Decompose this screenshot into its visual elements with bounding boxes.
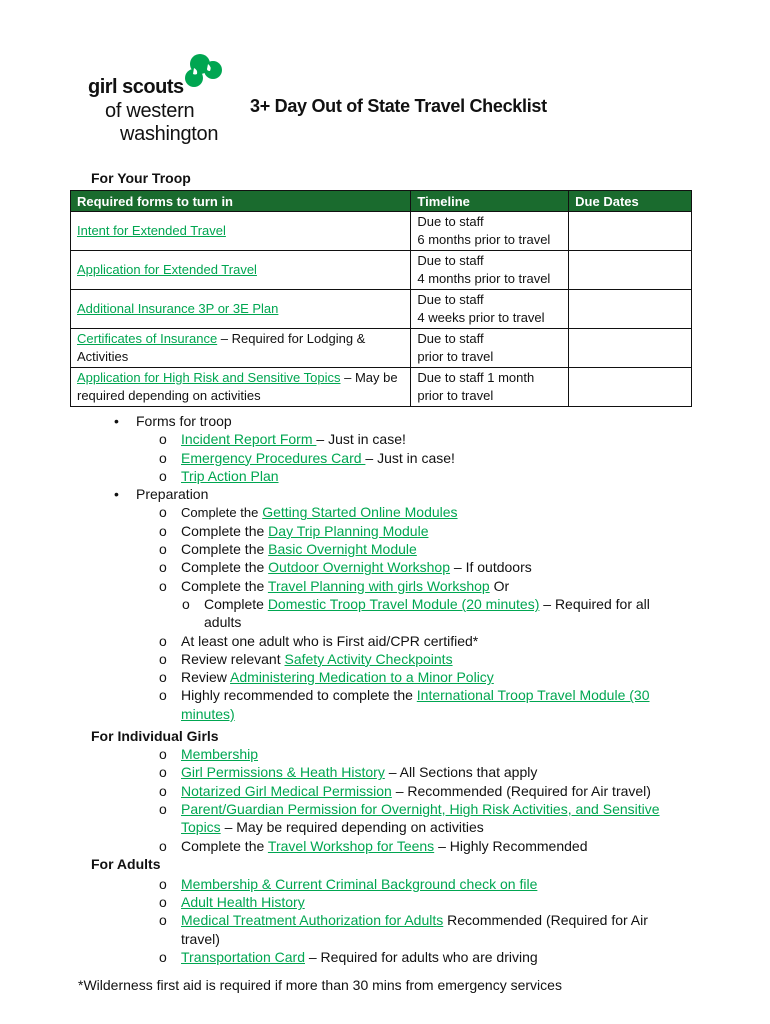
checklist bbox=[0, 412, 770, 966]
bullet-icon: • bbox=[114, 413, 119, 429]
list-item bbox=[0, 948, 770, 966]
list-item bbox=[0, 595, 770, 613]
due-date-cell[interactable] bbox=[569, 329, 692, 368]
list-item bbox=[0, 522, 770, 540]
list-item-continued bbox=[0, 705, 770, 723]
girl-membership-link[interactable]: Membership bbox=[181, 746, 259, 763]
circle-bullet-icon: o bbox=[182, 595, 190, 612]
list-item bbox=[0, 540, 770, 558]
circle-bullet-icon: o bbox=[159, 669, 167, 686]
item-text: Complete bbox=[204, 595, 264, 612]
application-extended-travel-link[interactable]: Application for Extended Travel bbox=[77, 262, 257, 277]
circle-bullet-icon: o bbox=[159, 912, 167, 929]
table-row bbox=[71, 251, 692, 290]
list-item bbox=[0, 837, 770, 855]
list-item bbox=[0, 503, 770, 521]
table-header-row bbox=[71, 191, 692, 212]
item-text: Complete the bbox=[181, 559, 265, 576]
domestic-troop-travel-link[interactable]: Domestic Troop Travel Module (20 minutes) bbox=[267, 595, 540, 612]
parent-permission-link[interactable]: Parent/Guardian Permission for Overnight, High Risk Activities, and Sensitive bbox=[181, 800, 660, 817]
circle-bullet-icon: o bbox=[159, 632, 167, 649]
international-travel-link[interactable]: minutes) bbox=[181, 705, 235, 722]
girl-permissions-link[interactable]: Girl Permissions & Heath History bbox=[181, 764, 385, 781]
list-item bbox=[0, 412, 770, 430]
due-date-cell[interactable] bbox=[569, 290, 692, 329]
getting-started-link[interactable]: Getting Started Online Modules bbox=[262, 504, 458, 521]
adult-health-link[interactable]: Adult Health History bbox=[181, 894, 305, 911]
trip-action-plan-link[interactable]: Trip Action Plan bbox=[181, 467, 279, 484]
list-item bbox=[0, 430, 770, 448]
header-required-forms: Required forms to turn in bbox=[71, 191, 411, 212]
list-item bbox=[0, 911, 770, 929]
list-item bbox=[0, 800, 770, 818]
header-due-dates: Due Dates bbox=[569, 191, 692, 212]
parent-permission-link[interactable]: Topics bbox=[181, 819, 221, 836]
form-note: required depending on activities bbox=[77, 388, 261, 403]
transportation-card-link[interactable]: Transportation Card bbox=[181, 949, 305, 966]
list-item bbox=[0, 650, 770, 668]
list-item bbox=[0, 577, 770, 595]
form-cell bbox=[71, 212, 411, 251]
timeline-cell bbox=[411, 368, 569, 407]
timeline-line: 4 weeks prior to travel bbox=[417, 310, 545, 325]
form-note: Activities bbox=[77, 349, 129, 364]
logo-text-of-western: of western bbox=[105, 100, 195, 122]
forms-for-troop-label: Forms for troop bbox=[136, 413, 232, 429]
safety-checkpoints-link[interactable]: Safety Activity Checkpoints bbox=[284, 650, 453, 667]
circle-bullet-icon: o bbox=[159, 800, 167, 817]
item-note: – Just in case! bbox=[316, 431, 406, 448]
adult-membership-link[interactable]: Membership & Current Criminal Background check on file bbox=[181, 875, 538, 892]
page-title: 3+ Day Out of State Travel Checklist bbox=[250, 96, 547, 116]
emergency-procedures-link[interactable]: Emergency Procedures Card bbox=[181, 449, 366, 466]
circle-bullet-icon: o bbox=[159, 577, 167, 594]
preparation-label: Preparation bbox=[136, 486, 209, 503]
section-header-row bbox=[0, 723, 770, 745]
international-travel-link[interactable]: International Troop Travel Module (30 bbox=[416, 687, 650, 704]
circle-bullet-icon: o bbox=[159, 764, 167, 781]
circle-bullet-icon: o bbox=[159, 559, 167, 576]
timeline-cell bbox=[411, 251, 569, 290]
circle-bullet-icon: o bbox=[159, 467, 167, 484]
medication-policy-link[interactable]: Administering Medication to a Minor Policy bbox=[230, 669, 494, 686]
item-note: – Required for all bbox=[539, 595, 650, 612]
list-item bbox=[0, 763, 770, 781]
list-item bbox=[0, 745, 770, 763]
timeline-line: 6 months prior to travel bbox=[417, 232, 551, 247]
circle-bullet-icon: o bbox=[159, 782, 167, 799]
form-cell bbox=[71, 251, 411, 290]
list-item bbox=[0, 632, 770, 650]
trefoil-profiles-icon bbox=[180, 52, 226, 92]
list-item-continued bbox=[0, 818, 770, 836]
item-text: At least one adult who is First aid/CPR certified* bbox=[181, 632, 479, 649]
list-item bbox=[0, 485, 770, 503]
item-text: Complete the bbox=[181, 837, 265, 854]
medical-authorization-link[interactable]: Medical Treatment Authorization for Adults bbox=[181, 912, 444, 929]
circle-bullet-icon: o bbox=[159, 449, 167, 466]
outdoor-overnight-link[interactable]: Outdoor Overnight Workshop bbox=[268, 559, 451, 576]
circle-bullet-icon: o bbox=[159, 894, 167, 911]
item-note: – Highly Recommended bbox=[434, 837, 588, 854]
table-row bbox=[71, 212, 692, 251]
girl-scouts-logo bbox=[88, 52, 238, 152]
item-note: – If outdoors bbox=[450, 559, 532, 576]
timeline-line: Due to staff 1 month bbox=[417, 370, 535, 385]
item-note: – Recommended (Required for Air travel) bbox=[391, 782, 651, 799]
item-text: Complete the bbox=[181, 522, 265, 539]
timeline-cell bbox=[411, 329, 569, 368]
circle-bullet-icon: o bbox=[159, 746, 167, 763]
timeline-cell bbox=[411, 290, 569, 329]
timeline-line: Due to staff bbox=[417, 253, 484, 268]
circle-bullet-icon: o bbox=[159, 875, 167, 892]
notarized-medical-link[interactable]: Notarized Girl Medical Permission bbox=[181, 782, 392, 799]
travel-planning-link[interactable]: Travel Planning with girls Workshop bbox=[267, 577, 490, 594]
list-item bbox=[0, 467, 770, 485]
timeline-cell bbox=[411, 212, 569, 251]
certificates-insurance-link[interactable]: Certificates of Insurance bbox=[77, 331, 218, 346]
logo-text-girl-scouts: girl scouts bbox=[88, 76, 184, 98]
timeline-line: prior to travel bbox=[417, 388, 494, 403]
required-forms-table bbox=[70, 190, 692, 407]
list-item bbox=[0, 875, 770, 893]
circle-bullet-icon: o bbox=[159, 541, 167, 558]
form-note: – May be bbox=[340, 370, 398, 385]
list-item bbox=[0, 449, 770, 467]
list-item bbox=[0, 893, 770, 911]
form-cell bbox=[71, 290, 411, 329]
timeline-line: Due to staff bbox=[417, 292, 484, 307]
intent-extended-travel-link[interactable]: Intent for Extended Travel bbox=[77, 223, 226, 238]
item-text: Complete the bbox=[181, 541, 265, 558]
item-note: – May be required depending on activities bbox=[220, 819, 484, 836]
day-trip-planning-link[interactable]: Day Trip Planning Module bbox=[268, 522, 429, 539]
basic-overnight-link[interactable]: Basic Overnight Module bbox=[268, 541, 417, 558]
circle-bullet-icon: o bbox=[159, 504, 167, 521]
timeline-line: Due to staff bbox=[417, 331, 484, 346]
form-cell bbox=[71, 368, 411, 407]
item-note: – All Sections that apply bbox=[384, 764, 538, 781]
due-date-cell[interactable] bbox=[569, 212, 692, 251]
item-note: Or bbox=[489, 577, 510, 594]
item-text: Review bbox=[181, 669, 227, 686]
header-timeline: Timeline bbox=[411, 191, 569, 212]
item-text: Highly recommended to complete the bbox=[181, 687, 413, 704]
footnote: *Wilderness first aid is required if more than 30 mins from emergency services bbox=[78, 977, 562, 993]
form-cell bbox=[71, 329, 411, 368]
additional-insurance-link[interactable]: Additional Insurance 3P or 3E Plan bbox=[77, 301, 279, 316]
individual-girls-heading: For Individual Girls bbox=[91, 728, 219, 745]
bullet-icon: • bbox=[114, 486, 119, 503]
item-text: Complete the bbox=[181, 577, 265, 594]
list-item bbox=[0, 558, 770, 576]
item-note: – Required for adults who are driving bbox=[304, 949, 538, 966]
due-date-cell[interactable] bbox=[569, 251, 692, 290]
logo-text-washington: washington bbox=[120, 123, 219, 145]
list-item bbox=[0, 782, 770, 800]
list-item bbox=[0, 686, 770, 704]
timeline-line: Due to staff bbox=[417, 214, 484, 229]
item-text: Complete the bbox=[181, 505, 259, 521]
timeline-line: prior to travel bbox=[417, 349, 494, 364]
item-note: Recommended (Required for Air bbox=[443, 912, 648, 929]
table-row bbox=[71, 290, 692, 329]
table-row bbox=[71, 368, 692, 407]
troop-heading: For Your Troop bbox=[91, 170, 191, 186]
section-header-row bbox=[0, 855, 770, 875]
teens-workshop-link[interactable]: Travel Workshop for Teens bbox=[267, 837, 435, 854]
form-note: – Required for Lodging & bbox=[217, 331, 366, 346]
timeline-line: 4 months prior to travel bbox=[417, 271, 551, 286]
item-note: adults bbox=[204, 614, 242, 631]
adults-heading: For Adults bbox=[91, 855, 161, 872]
circle-bullet-icon: o bbox=[159, 431, 167, 448]
due-date-cell[interactable] bbox=[569, 368, 692, 407]
table-row bbox=[71, 329, 692, 368]
list-item-continued bbox=[0, 930, 770, 948]
circle-bullet-icon: o bbox=[159, 687, 167, 704]
list-item-continued bbox=[0, 613, 770, 631]
circle-bullet-icon: o bbox=[159, 837, 167, 854]
item-text: Review relevant bbox=[181, 650, 281, 667]
item-note: – Just in case! bbox=[365, 449, 455, 466]
list-item bbox=[0, 668, 770, 686]
incident-report-link[interactable]: Incident Report Form bbox=[181, 431, 317, 448]
high-risk-application-link[interactable]: Application for High Risk and Sensitive Topics bbox=[77, 370, 341, 385]
item-note: travel) bbox=[181, 930, 220, 947]
circle-bullet-icon: o bbox=[159, 949, 167, 966]
circle-bullet-icon: o bbox=[159, 522, 167, 539]
circle-bullet-icon: o bbox=[159, 650, 167, 667]
